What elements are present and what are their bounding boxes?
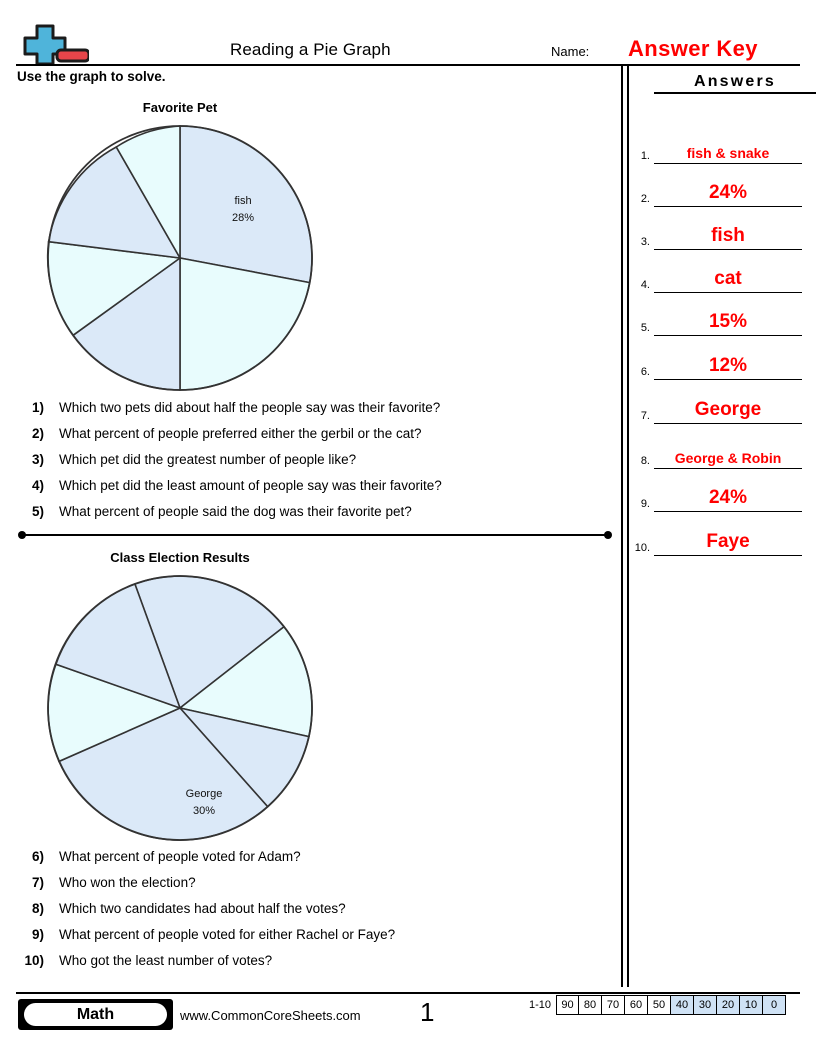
- question-row: [17, 504, 617, 530]
- pie-chart-2: [35, 572, 325, 844]
- question-row: [17, 478, 617, 504]
- answer-number: 8.: [640, 455, 650, 467]
- scale-cell: 40: [671, 995, 694, 1015]
- answer-row: [630, 426, 810, 469]
- question-text: Who got the least number of votes?: [59, 953, 273, 968]
- answer-number: 1.: [640, 150, 650, 162]
- instruction-text: Use the graph to solve.: [17, 69, 166, 84]
- answer-row: [630, 513, 810, 556]
- answer-key-badge: Answer Key: [628, 36, 758, 61]
- answer-blank-line: [654, 423, 802, 424]
- scale-cell: 80: [579, 995, 602, 1015]
- subject-badge: [18, 999, 173, 1030]
- chart-title-class-election: Class Election Results: [110, 550, 250, 565]
- question-number: 5): [31, 504, 44, 519]
- question-text: Which two candidates had about half the votes?: [59, 901, 346, 916]
- answer-blank-line: [654, 335, 802, 336]
- page-title: Reading a Pie Graph: [230, 40, 391, 59]
- question-row: [17, 927, 617, 953]
- scale-cell: 30: [694, 995, 717, 1015]
- answer-blank-line: [654, 511, 802, 512]
- section-divider: [18, 533, 612, 537]
- answer-value: George & Robin: [674, 450, 782, 466]
- answer-number: 3.: [640, 236, 650, 248]
- question-number: 9): [31, 927, 44, 942]
- favorite-pet-chart: [35, 100, 325, 395]
- answer-row: [630, 381, 810, 424]
- scale-cell: 70: [602, 995, 625, 1015]
- answer-value: 24%: [708, 182, 748, 203]
- question-row: [17, 400, 617, 426]
- question-row: [17, 426, 617, 452]
- answer-row: [630, 250, 810, 293]
- answer-row: [630, 337, 810, 380]
- answer-value: 24%: [708, 487, 748, 508]
- answer-row: [630, 469, 810, 512]
- grading-scale: [529, 995, 786, 1015]
- answers-heading: Answers: [654, 73, 816, 94]
- question-row: [17, 452, 617, 478]
- scale-cell: 60: [625, 995, 648, 1015]
- answer-blank-line: [654, 555, 802, 556]
- answer-number: 9.: [640, 498, 650, 510]
- scale-range-label: 1-10: [529, 999, 552, 1011]
- page-number: 1: [420, 997, 435, 1027]
- answer-row: [630, 121, 810, 164]
- question-number: 8): [31, 901, 44, 916]
- answer-value: Faye: [706, 531, 750, 552]
- question-text: What percent of people said the dog was their favorite pet?: [59, 504, 412, 519]
- answer-value: 12%: [708, 355, 748, 376]
- class-election-chart: [35, 550, 325, 845]
- scale-cell: 0: [763, 995, 786, 1015]
- question-number: 6): [31, 849, 44, 864]
- pie-1-svg: [44, 122, 316, 394]
- answer-number: 5.: [640, 322, 650, 334]
- question-number: 1): [31, 400, 44, 415]
- pie-chart-1: [35, 122, 325, 394]
- question-text: Who won the election?: [59, 875, 196, 890]
- name-label: Name:: [551, 44, 590, 59]
- question-text: What percent of people preferred either the gerbil or the cat?: [59, 426, 422, 441]
- answer-number: 4.: [640, 279, 650, 291]
- site-url: www.CommonCoreSheets.com: [180, 1008, 361, 1023]
- scale-cell: 10: [740, 995, 763, 1015]
- pie-2-label-george-name: George: [185, 788, 223, 800]
- scale-cell: 50: [648, 995, 671, 1015]
- question-text: Which pet did the greatest number of people like?: [59, 452, 357, 467]
- question-list-2: [17, 849, 617, 979]
- answer-blank-line: [654, 379, 802, 380]
- answer-number: 6.: [640, 366, 650, 378]
- question-number: 7): [31, 875, 44, 890]
- question-number: 4): [31, 478, 44, 493]
- answer-value: fish: [711, 225, 745, 246]
- question-text: What percent of people voted for either Rachel or Faye?: [59, 927, 396, 942]
- footer-divider: [16, 992, 800, 994]
- subject-label: Math: [24, 1003, 167, 1026]
- divider-dot-right: [604, 531, 612, 539]
- answer-value: George: [694, 399, 762, 420]
- question-text: Which pet did the least amount of people say was their favorite?: [59, 478, 442, 493]
- pie-1-label-fish-name: fish: [234, 195, 252, 207]
- question-text: What percent of people voted for Adam?: [59, 849, 301, 864]
- question-number: 3): [31, 452, 44, 467]
- question-list-1: [17, 400, 617, 530]
- answer-row: [630, 207, 810, 250]
- page-header: [0, 0, 816, 66]
- question-number: 10): [24, 953, 44, 968]
- answer-row: [630, 293, 810, 336]
- question-row: [17, 875, 617, 901]
- question-text: Which two pets did about half the people say was their favorite?: [59, 400, 441, 415]
- answer-row: [630, 164, 810, 207]
- pie-1-label-fish-value: 28%: [231, 212, 255, 224]
- pie-2-svg: [44, 572, 316, 844]
- answer-value: fish & snake: [686, 145, 770, 161]
- question-row: [17, 901, 617, 927]
- answer-number: 10.: [634, 542, 650, 554]
- plus-minus-logo-icon: [17, 24, 89, 66]
- answer-value: cat: [714, 268, 742, 289]
- scale-cell: 20: [717, 995, 740, 1015]
- answers-panel: [622, 66, 816, 986]
- answer-number: 2.: [640, 193, 650, 205]
- answer-number: 7.: [640, 410, 650, 422]
- scale-cell: 90: [556, 995, 579, 1015]
- answer-value: 15%: [708, 311, 748, 332]
- divider-line: [23, 534, 607, 536]
- question-number: 2): [31, 426, 44, 441]
- question-row: [17, 953, 617, 979]
- pie-2-label-george-value: 30%: [192, 805, 216, 817]
- question-row: [17, 849, 617, 875]
- chart-title-favorite-pet: Favorite Pet: [142, 100, 218, 115]
